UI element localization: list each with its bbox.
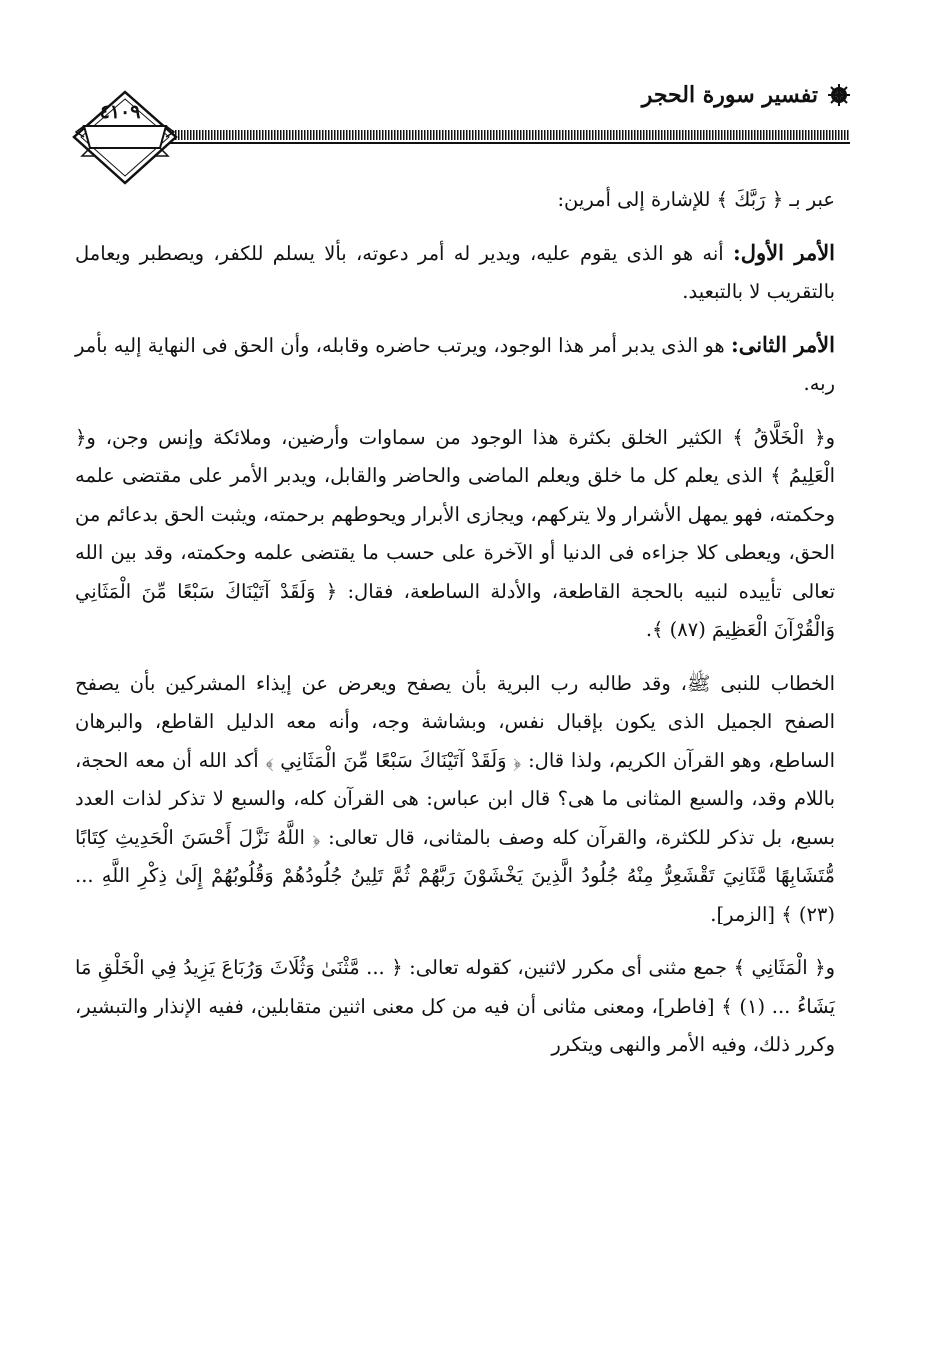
paragraph <box>75 948 835 1065</box>
paragraph-text: الخطاب للنبى ﷺ، وقد طالبه رب البرية بأن يصفح ويعرض عن إيذاء المشركين بأن يصفح الصفح الجميل الذى يكون بإقبال نفس، وبشاشة وجه، وأنه معه الدليل القاطع، والبرهان الساطع، وهو القرآن الكريم، ولذا قال: ﴿ وَلَقَدْ آتَيْنَاكَ سَبْعًا مِّنَ الْمَثَانِي ﴾ أكد الله أن معه الحجة، باللام وقد، والسبع المثانى ما هى؟ قال ابن عباس: هى القرآن كله، والسبع لا تذكر لذات العدد بسبع، بل تذكر للكثرة، والقرآن كله وصف بالمثانى، قال تعالى: ﴿ اللَّهُ نَزَّلَ أَحْسَنَ الْحَدِيثِ كِتَابًا مُّتَشَابِهًا مَّثَانِيَ تَقْشَعِرُّ مِنْهُ جُلُودُ الَّذِينَ يَخْشَوْنَ رَبَّهُمْ ثُمَّ تَلِينُ جُلُودُهُمْ وَقُلُوبُهُمْ إِلَىٰ ذِكْرِ اللَّهِ ... (٢٣) ﴾ [الزمر]. <box>75 671 835 926</box>
running-title <box>642 82 850 108</box>
paragraph-lead: الأمر الأول: <box>733 239 836 265</box>
paragraph <box>75 326 835 404</box>
flower-ornament-icon <box>828 84 850 106</box>
paragraph <box>75 180 835 220</box>
header-rule-line <box>160 142 850 144</box>
paragraph-text: أنه هو الذى يقوم عليه، ويدير له أمر دعوته، بألا يسلم للكفر، ويصطبر ويعامل بالتقريب لا بالتبعيد. <box>75 241 835 303</box>
paragraph <box>75 234 835 312</box>
paragraph <box>75 664 835 935</box>
body-text <box>75 180 835 1079</box>
paragraph-text: و﴿ الْمَثَانِي ﴾ جمع مثنى أى مكرر لاثنين، كقوله تعالى: ﴿ ... مَّثْنَىٰ وَثُلَاثَ وَرُبَاعَ يَزِيدُ فِي الْخَلْقِ مَا يَشَاءُ ... (١) ﴾ [فاطر]، ومعنى مثانى أن فيه من كل معنى اثنين متقابلين، ففيه الإنذار والتبشير، وكرر ذلك، وفيه الأمر والنهى ويتكرر <box>75 956 835 1056</box>
paragraph-lead: الأمر الثانى: <box>730 331 835 357</box>
header-rule <box>160 130 850 140</box>
page-header <box>60 70 850 180</box>
surah-title: تفسير سورة الحجر <box>641 82 818 108</box>
paragraph-text: و﴿ الْخَلَّاقُ ﴾ الكثير الخلق بكثرة هذا الوجود من سماوات وأرضين، وملائكة وإنس وجن، و﴿ الْعَلِيمُ ﴾ الذى يعلم كل ما خلق ويعلم الماضى والحاضر والقابل، ويدبر الأمر على مقتضى علمه وحكمته، فهو يمهل الأشرار ولا يتركهم، ويجازى الأبرار ويحوطهم برحمته، ويثبت الحق بدعائم من الحق، ويعطى كلا جزاءه فى الدنيا أو الآخرة على حسب ما يقتضى علمه وحكمته، وقد بين الله تعالى تأييده لنبيه بالحجة القاطعة، والأدلة الساطعة، فقال: ﴿ وَلَقَدْ آتَيْنَاكَ سَبْعًا مِّنَ الْمَثَانِي وَالْقُرْآنَ الْعَظِيمَ (٨٧) ﴾. <box>75 425 835 641</box>
paragraph-text: هو الذى يدبر أمر هذا الوجود، ويرتب حاضره وقابله، وأن الحق فى النهاية إليه بأمر ربه. <box>75 333 835 395</box>
paragraph-text: عبر بـ ﴿ رَبَّكَ ﴾ للإشارة إلى أمرين: <box>557 188 835 211</box>
paragraph <box>75 418 835 650</box>
page-number: ٤١٠٩ <box>99 101 141 123</box>
